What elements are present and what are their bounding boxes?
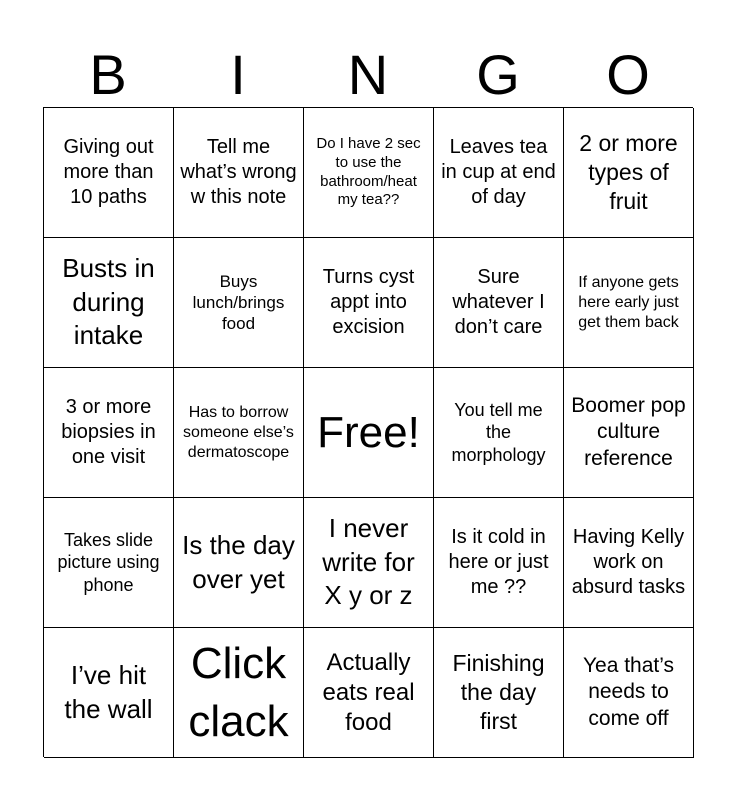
bingo-cell[interactable]: [174, 368, 304, 498]
cell-text: Sure whatever I don’t care: [452, 266, 545, 338]
cell-text: Turns cyst appt into excision: [322, 266, 415, 338]
cell-text: If anyone gets here early just get them back: [578, 273, 679, 331]
bingo-cell[interactable]: [434, 498, 564, 628]
header-letter-i: I: [230, 43, 246, 106]
bingo-cell[interactable]: [564, 238, 694, 368]
cell-text: I never write for X y or z: [322, 512, 415, 611]
cell-text: 3 or more biopsies in one visit: [61, 396, 156, 468]
bingo-cell[interactable]: [174, 238, 304, 368]
bingo-cell[interactable]: [44, 498, 174, 628]
bingo-cell[interactable]: [564, 368, 694, 498]
bingo-cell[interactable]: [434, 368, 564, 498]
cell-text: Yea that’s needs to come off: [582, 654, 675, 730]
cell-text: Having Kelly work on absurd tasks: [571, 526, 686, 598]
cell-text: Takes slide picture using phone: [57, 529, 160, 595]
cell-text: You tell me the morphology: [451, 399, 546, 465]
header-letter-b: B: [89, 43, 127, 106]
bingo-cell[interactable]: [44, 238, 174, 368]
cell-text: Leaves tea in cup at end of day: [441, 136, 556, 208]
cell-text: Is it cold in here or just me ??: [448, 526, 549, 598]
bingo-cell[interactable]: [44, 368, 174, 498]
bingo-free-cell[interactable]: [304, 368, 434, 498]
bingo-board: [43, 107, 693, 757]
bingo-cell[interactable]: [434, 628, 564, 758]
cell-text: Click clack: [188, 639, 289, 746]
bingo-cell[interactable]: [44, 108, 174, 238]
bingo-cell[interactable]: [434, 238, 564, 368]
header-letter-g: G: [476, 43, 520, 106]
bingo-cell[interactable]: [564, 108, 694, 238]
bingo-cell[interactable]: [44, 628, 174, 758]
bingo-cell[interactable]: [564, 498, 694, 628]
cell-text: I’ve hit the wall: [64, 659, 153, 724]
header-letter-o: O: [606, 43, 650, 106]
cell-text: Giving out more than 10 paths: [63, 136, 154, 208]
cell-text: Tell me what’s wrong w this note: [180, 136, 297, 208]
cell-text: Boomer pop culture reference: [571, 394, 686, 470]
cell-text: Is the day over yet: [182, 529, 295, 594]
bingo-cell[interactable]: [304, 498, 434, 628]
bingo-cell[interactable]: [174, 498, 304, 628]
bingo-cell[interactable]: [174, 108, 304, 238]
cell-text: Buys lunch/brings food: [192, 271, 285, 334]
cell-text: Actually eats real food: [322, 648, 415, 736]
bingo-header: [43, 42, 693, 108]
bingo-cell[interactable]: [434, 108, 564, 238]
cell-text: Busts in during intake: [62, 252, 155, 351]
bingo-cell[interactable]: [304, 238, 434, 368]
bingo-cell[interactable]: [564, 628, 694, 758]
cell-text: Has to borrow someone else’s dermatoscope: [183, 403, 294, 461]
cell-text: 2 or more types of fruit: [579, 130, 678, 214]
bingo-cell[interactable]: [304, 628, 434, 758]
bingo-cell[interactable]: [174, 628, 304, 758]
bingo-cell[interactable]: [304, 108, 434, 238]
header-letter-n: N: [347, 43, 389, 106]
cell-text: Finishing the day first: [452, 650, 545, 734]
cell-text: Do I have 2 sec to use the bathroom/heat my tea??: [316, 135, 421, 209]
free-space-text: Free!: [317, 407, 420, 457]
